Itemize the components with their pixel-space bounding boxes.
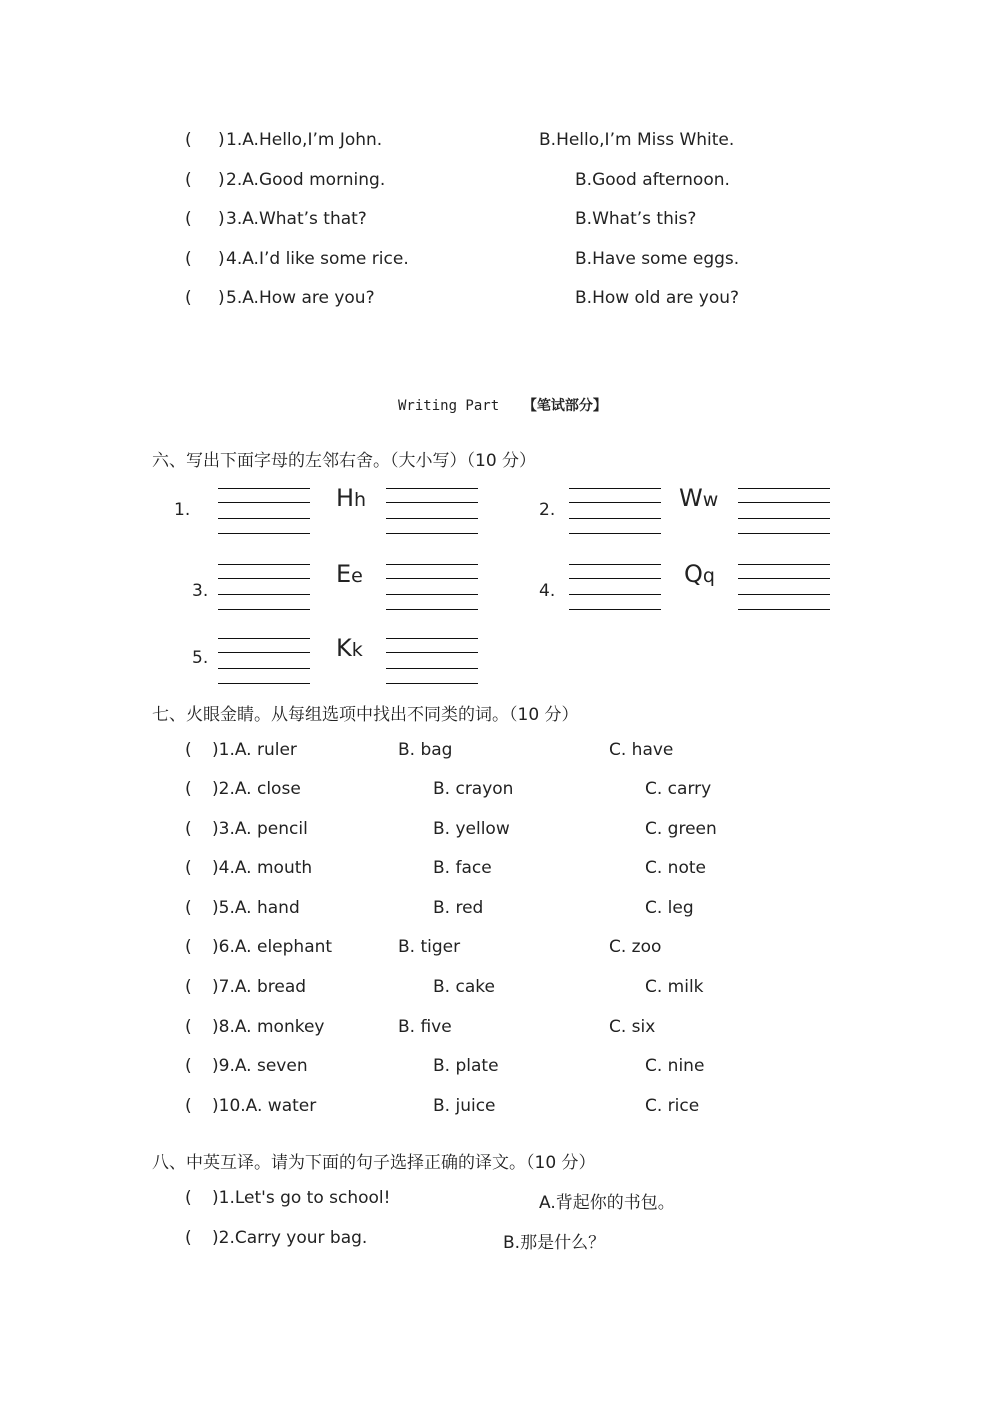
writing-lines-left[interactable] [569,488,661,534]
answer-paren[interactable]: ( [185,819,192,839]
option-c: C. note [645,858,706,878]
answer-paren-open[interactable]: ( [185,209,192,229]
letter-item-number: 3. [192,581,209,601]
writing-lines-right[interactable] [386,488,478,534]
section8-heading: 八、中英互译。请为下面的句子选择正确的译文。（10 分） [152,1153,596,1173]
letter-lower: h [354,489,367,511]
writing-part-title-en: Writing Part [398,398,500,414]
writing-part-title [398,395,607,415]
option-c: C. nine [645,1056,705,1076]
letter-upper: E [336,560,352,588]
answer-paren-close: ) [218,249,225,269]
option-a: 5.A.How are you? [226,288,375,308]
section7-heading: 七、火眼金睛。从每组选项中找出不同类的词。（10 分） [152,705,579,725]
letter-pair [336,560,363,588]
writing-lines-left[interactable] [218,564,310,610]
option-c: C. six [609,1017,656,1037]
option-a: )7.A. bread [212,977,307,997]
option-b: B. cake [433,977,495,997]
option-a: )1.A. ruler [212,740,297,760]
answer-paren[interactable]: ( [185,858,192,878]
translation-option: A.背起你的书包。 [539,1193,675,1213]
answer-paren[interactable]: ( [185,1096,192,1116]
writing-lines-right[interactable] [386,564,478,610]
letter-pair [679,484,718,512]
option-a: )9.A. seven [212,1056,308,1076]
letter-upper: W [679,484,703,512]
option-a: 3.A.What’s that? [226,209,367,229]
option-a: 1.A.Hello,I’m John. [226,130,383,150]
sentence: )1.Let's go to school! [212,1188,391,1208]
option-b: B.Hello,I’m Miss White. [539,130,735,150]
option-a: )6.A. elephant [212,937,333,957]
answer-paren[interactable]: ( [185,740,192,760]
option-b: B. crayon [433,779,514,799]
option-a: 4.A.I’d like some rice. [226,249,409,269]
answer-paren[interactable]: ( [185,898,192,918]
option-c: C. green [645,819,717,839]
option-a: )10.A. water [212,1096,317,1116]
option-b: B. bag [398,740,453,760]
answer-paren[interactable]: ( [185,937,192,957]
option-b: B. tiger [398,937,461,957]
writing-lines-right[interactable] [738,564,830,610]
option-b: B. face [433,858,492,878]
letter-item-number: 2. [539,500,556,520]
option-b: B.How old are you? [575,288,740,308]
letter-upper: K [336,634,352,662]
writing-lines-left[interactable] [218,488,310,534]
option-c: C. zoo [609,937,662,957]
letter-lower: q [702,565,715,587]
writing-lines-right[interactable] [386,638,478,684]
writing-lines-left[interactable] [218,638,310,684]
answer-paren[interactable]: ( [185,1188,192,1208]
translation-option: B.那是什么？ [503,1233,606,1253]
option-a: )2.A. close [212,779,301,799]
answer-paren-close: ) [218,170,225,190]
letter-item-number: 4. [539,581,556,601]
answer-paren-open[interactable]: ( [185,288,192,308]
writing-lines-left[interactable] [569,564,661,610]
letter-upper: H [336,484,355,512]
option-b: B.Good afternoon. [575,170,730,190]
option-b: B.Have some eggs. [575,249,740,269]
answer-paren-open[interactable]: ( [185,170,192,190]
option-c: C. leg [645,898,694,918]
writing-part-title-zh: 【笔试部分】 [522,398,607,414]
answer-paren-open[interactable]: ( [185,249,192,269]
answer-paren[interactable]: ( [185,977,192,997]
letter-item-number: 1. [174,500,191,520]
letter-pair [684,560,715,588]
option-b: B. yellow [433,819,510,839]
answer-paren-close: ) [218,209,225,229]
answer-paren-close: ) [218,130,225,150]
answer-paren[interactable]: ( [185,1228,192,1248]
option-b: B. plate [433,1056,499,1076]
letter-lower: k [351,639,363,661]
option-b: B. five [398,1017,452,1037]
option-a: )5.A. hand [212,898,300,918]
letter-item-number: 5. [192,648,209,668]
option-c: C. have [609,740,674,760]
option-a: 2.A.Good morning. [226,170,386,190]
sentence: )2.Carry your bag. [212,1228,368,1248]
option-c: C. milk [645,977,704,997]
option-b: B. juice [433,1096,496,1116]
option-a: )3.A. pencil [212,819,308,839]
section6-heading: 六、写出下面字母的左邻右舍。（大小写）（10 分） [152,451,537,471]
answer-paren[interactable]: ( [185,779,192,799]
writing-lines-right[interactable] [738,488,830,534]
answer-paren[interactable]: ( [185,1056,192,1076]
option-b: B. red [433,898,484,918]
option-b: B.What’s this? [575,209,697,229]
answer-paren-close: ) [218,288,225,308]
answer-paren-open[interactable]: ( [185,130,192,150]
letter-lower: e [351,565,363,587]
letter-lower: w [702,489,719,511]
letter-pair [336,634,363,662]
option-a: )8.A. monkey [212,1017,325,1037]
option-c: C. rice [645,1096,700,1116]
letter-pair [336,484,366,512]
option-c: C. carry [645,779,712,799]
letter-upper: Q [684,560,703,588]
option-a: )4.A. mouth [212,858,313,878]
answer-paren[interactable]: ( [185,1017,192,1037]
